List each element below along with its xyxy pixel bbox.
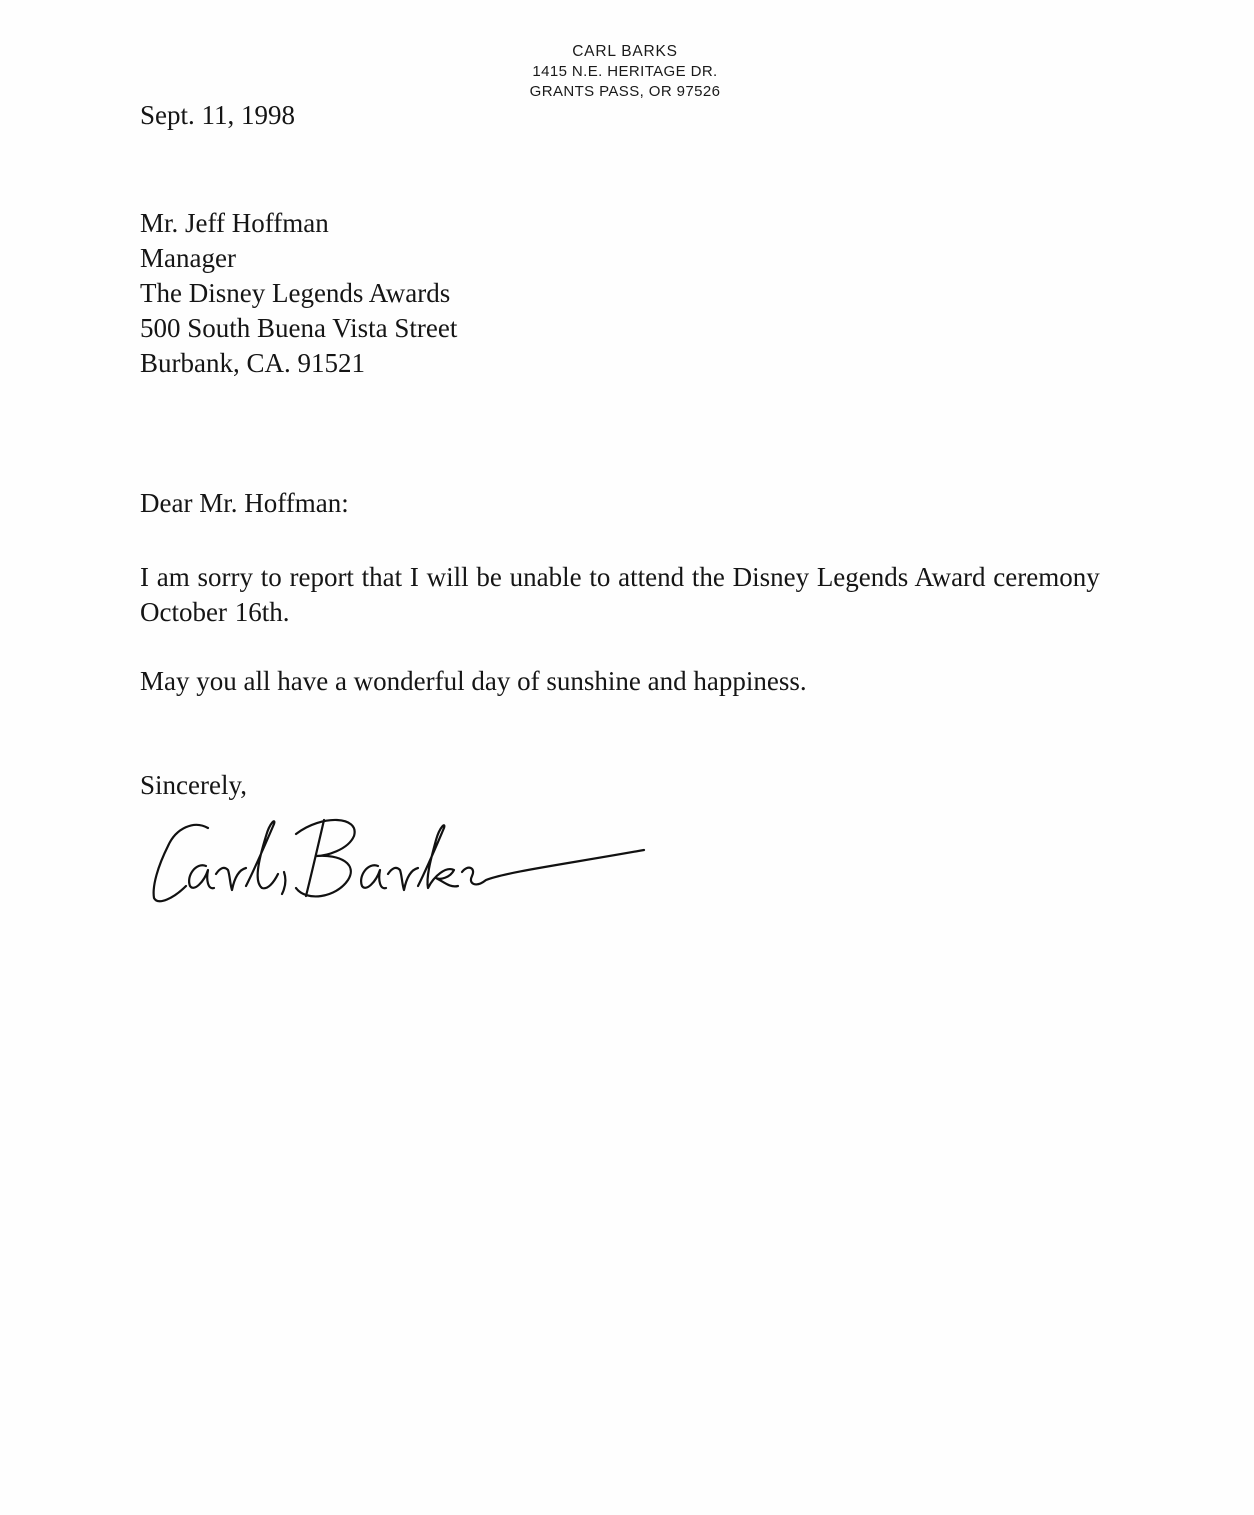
recipient-name: Mr. Jeff Hoffman [140,208,329,238]
letterhead-city: GRANTS PASS, OR 97526 [529,83,721,100]
signature-stroke [306,820,324,896]
letterhead-name: CARL BARKS [572,43,678,60]
recipient-city: Burbank, CA. 91521 [140,348,365,378]
body-paragraph-2: May you all have a wonderful day of sunshine and happiness. [140,666,807,696]
body-paragraph-1: I am sorry to report that I will be unable to attend the Disney Legends Award ceremony October 16th. [140,562,1100,627]
recipient-street: 500 South Buena Vista Street [140,313,458,343]
signature-stroke [282,872,285,894]
salutation: Dear Mr. Hoffman: [140,488,349,518]
handwritten-signature [146,806,656,916]
recipient-title: Manager [140,243,236,273]
signature-stroke [418,825,458,888]
signature-stroke [189,865,214,888]
letterhead-street: 1415 N.E. HERITAGE DR. [532,63,718,80]
recipient-address [140,206,457,381]
signature-stroke [296,820,355,896]
letter-date: Sept. 11, 1998 [140,100,295,130]
signature-stroke [154,825,208,901]
signature-stroke [388,868,418,890]
signature-stroke [462,850,644,884]
recipient-organization: The Disney Legends Awards [140,278,451,308]
closing: Sincerely, [140,770,247,800]
signature-stroke [246,821,278,888]
signature-stroke [216,868,246,890]
letterhead [490,42,760,102]
signature-stroke [361,865,386,888]
